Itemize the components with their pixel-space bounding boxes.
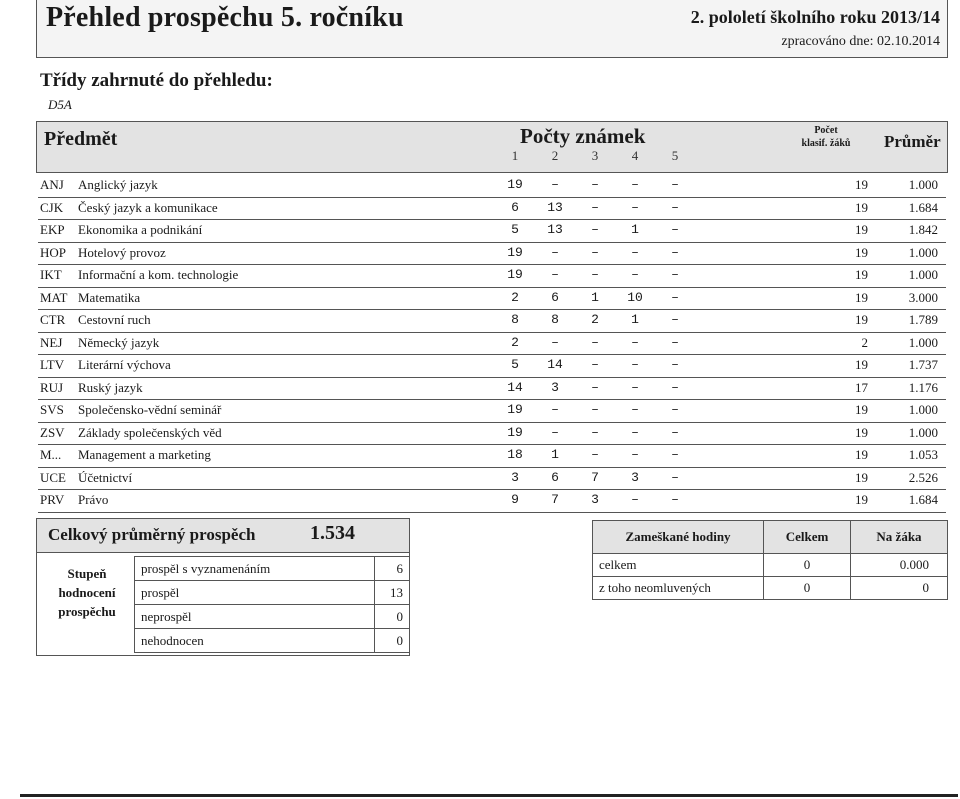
student-count-header <box>795 124 857 150</box>
grade-2-count: 3 <box>551 379 559 395</box>
grade-4-count: – <box>631 334 639 350</box>
grade-3-count: – <box>591 357 599 372</box>
grade-4-count: – <box>631 492 639 507</box>
student-count: 19 <box>855 447 868 462</box>
grade-4-count: – <box>631 447 639 462</box>
subject-average: 3.000 <box>908 289 938 305</box>
grade-5-count: – <box>671 177 679 192</box>
grade-2-count: 8 <box>551 312 559 327</box>
grade-5-count: – <box>671 402 679 417</box>
grade-3-count: 1 <box>591 289 599 305</box>
student-count: 19 <box>855 289 868 305</box>
grade-1-count: 2 <box>511 334 519 350</box>
subject-average: 2.526 <box>908 469 938 485</box>
grade-1-header: 1 <box>511 148 519 163</box>
grade-2-count: 13 <box>547 199 563 215</box>
grade-4-header: 4 <box>631 148 639 163</box>
subject-name: Hotelový provoz <box>78 244 166 260</box>
subject-name: Management a marketing <box>78 447 211 462</box>
grade-2-count: – <box>551 244 559 260</box>
subject-name: Matematika <box>78 289 141 305</box>
absence-header: Zameškané hodiny <box>593 521 764 554</box>
subject-average: 1.684 <box>908 199 938 215</box>
absence-per-student-header: Na žáka <box>851 521 948 554</box>
table-row <box>135 629 410 653</box>
grade-2-count: 1 <box>551 447 559 462</box>
subject-code: HOP <box>40 244 67 260</box>
subject-code: EKP <box>40 222 65 237</box>
subject-name: Cestovní ruch <box>78 312 151 327</box>
subject-average: 1.000 <box>908 177 938 192</box>
absence-total-header: Celkem <box>764 521 851 554</box>
grade-5-count: – <box>671 492 679 507</box>
classes-heading: Třídy zahrnuté do přehledu: <box>40 70 273 91</box>
table-row <box>593 577 948 600</box>
grade-5-count: – <box>671 312 679 327</box>
evaluation-item-label: neprospěl <box>135 605 375 629</box>
student-count: 19 <box>855 402 868 417</box>
subject-average: 1.684 <box>908 492 938 507</box>
student-count: 19 <box>855 469 868 485</box>
table-row <box>38 264 946 288</box>
subject-code: ZSV <box>40 424 65 440</box>
grade-1-count: 18 <box>507 447 523 462</box>
subject-name: Účetnictví <box>78 469 133 485</box>
absence-row-label: celkem <box>593 554 764 577</box>
table-row <box>135 605 410 629</box>
grade-3-count: – <box>591 177 599 192</box>
grade-1-count: 3 <box>511 469 519 485</box>
student-count: 19 <box>855 222 868 237</box>
table-row <box>38 377 946 401</box>
grade-3-count: 3 <box>591 492 599 507</box>
subject-average: 1.053 <box>908 447 938 462</box>
grade-5-count: – <box>671 447 679 462</box>
grade-5-count: – <box>671 267 679 282</box>
subject-average: 1.000 <box>908 244 938 260</box>
evaluation-item-value: 0 <box>375 629 410 653</box>
grade-3-count: – <box>591 379 599 395</box>
evaluation-item-label: prospěl <box>135 581 375 605</box>
grade-4-count: 1 <box>631 312 639 327</box>
grade-4-count: 3 <box>631 469 639 485</box>
student-count: 17 <box>855 379 868 395</box>
table-row <box>38 287 946 311</box>
subject-code: UCE <box>40 469 66 485</box>
overall-average-value: 1.534 <box>310 522 355 544</box>
grade-3-count: – <box>591 222 599 237</box>
grade-3-count: – <box>591 447 599 462</box>
absence-header-row <box>593 521 948 554</box>
student-count: 19 <box>855 424 868 440</box>
grade-2-count: 6 <box>551 289 559 305</box>
evaluation-item-label: prospěl s vyznamenáním <box>135 557 375 581</box>
subject-average: 1.000 <box>908 424 938 440</box>
grade-1-count: 19 <box>507 177 523 192</box>
table-row <box>38 467 946 491</box>
grade-5-count: – <box>671 244 679 260</box>
evaluation-label: Stupeň hodnocení prospěchu <box>58 566 116 619</box>
grade-5-count: – <box>671 199 679 215</box>
grade-3-count: – <box>591 267 599 282</box>
subject-name: Literární výchova <box>78 357 171 372</box>
grade-3-count: – <box>591 334 599 350</box>
absence-total-value: 0 <box>764 577 851 600</box>
evaluation-item-value: 13 <box>375 581 410 605</box>
page-title: Přehled prospěchu 5. ročníku <box>46 2 404 33</box>
student-count: 19 <box>855 244 868 260</box>
grade-5-count: – <box>671 469 679 485</box>
grade-2-count: – <box>551 177 559 192</box>
grade-1-count: 8 <box>511 312 519 327</box>
subject-name: Základy společenských věd <box>78 424 222 440</box>
table-row <box>38 242 946 266</box>
count-header-line2: klasif. žáků <box>801 138 851 149</box>
subject-average: 1.737 <box>908 357 938 372</box>
table-row <box>135 557 410 581</box>
student-count: 19 <box>855 267 868 282</box>
student-count: 19 <box>855 177 868 192</box>
grade-5-count: – <box>671 424 679 440</box>
grade-4-count: – <box>631 379 639 395</box>
grade-1-count: 19 <box>507 267 523 282</box>
table-row <box>38 444 946 468</box>
grade-5-count: – <box>671 289 679 305</box>
grade-counts-header: Počty známek <box>520 124 646 148</box>
subject-name: Ruský jazyk <box>78 379 143 395</box>
grade-1-count: 6 <box>511 199 519 215</box>
subject-name: Německý jazyk <box>78 334 160 350</box>
school-term: 2. pololetí školního roku 2013/14 <box>690 7 940 27</box>
grade-2-count: – <box>551 267 559 282</box>
subject-code: PRV <box>40 492 65 507</box>
absence-per-student-value: 0.000 <box>851 554 948 577</box>
subject-code: M... <box>40 447 62 462</box>
subject-name: Český jazyk a komunikace <box>78 199 218 215</box>
grade-2-count: 7 <box>551 492 559 507</box>
grade-1-count: 9 <box>511 492 519 507</box>
table-row <box>38 399 946 423</box>
grade-2-count: – <box>551 402 559 417</box>
processed-date: zpracováno dne: 02.10.2014 <box>781 34 940 49</box>
subject-average: 1.000 <box>908 402 938 417</box>
table-row <box>38 197 946 221</box>
student-count: 19 <box>855 312 868 327</box>
grade-1-count: 5 <box>511 222 519 237</box>
grade-2-count: – <box>551 424 559 440</box>
subject-average: 1.176 <box>908 379 938 395</box>
subject-average: 1.000 <box>908 267 938 282</box>
grade-5-count: – <box>671 334 679 350</box>
subject-code: ANJ <box>40 177 64 192</box>
student-count: 19 <box>855 357 868 372</box>
absence-per-student-value: 0 <box>851 577 948 600</box>
grade-5-count: – <box>671 222 679 237</box>
table-row <box>593 554 948 577</box>
absence-row-label: z toho neomluvených <box>593 577 764 600</box>
grade-1-count: 14 <box>507 379 523 395</box>
subject-column-header: Předmět <box>44 128 118 150</box>
grade-2-header: 2 <box>551 148 559 163</box>
average-column-header: Průměr <box>884 132 941 151</box>
evaluation-table <box>134 556 410 653</box>
subject-code: IKT <box>40 267 62 282</box>
grade-4-count: – <box>631 177 639 192</box>
table-row <box>135 581 410 605</box>
grade-5-header: 5 <box>671 148 679 163</box>
subject-name: Právo <box>78 492 109 507</box>
student-count: 2 <box>861 334 868 350</box>
grade-4-count: 10 <box>627 289 643 305</box>
table-row <box>38 174 946 198</box>
grade-4-count: – <box>631 244 639 260</box>
grade-3-header: 3 <box>591 148 599 163</box>
student-count: 19 <box>855 199 868 215</box>
grade-4-count: – <box>631 267 639 282</box>
evaluation-item-label: nehodnocen <box>135 629 375 653</box>
subject-average: 1.842 <box>908 222 938 237</box>
absence-table <box>592 520 948 600</box>
table-row <box>38 354 946 378</box>
grade-3-count: – <box>591 402 599 417</box>
grade-5-count: – <box>671 379 679 395</box>
class-item: D5A <box>48 97 72 112</box>
subject-code: CJK <box>40 199 64 215</box>
grade-4-count: 1 <box>631 222 639 237</box>
subject-code: MAT <box>40 289 68 305</box>
grade-4-count: – <box>631 402 639 417</box>
table-row <box>38 332 946 356</box>
count-header-line1: Počet <box>814 125 838 136</box>
subject-code: NEJ <box>40 334 63 350</box>
subject-code: LTV <box>40 357 65 372</box>
table-row <box>38 422 946 446</box>
student-count: 19 <box>855 492 868 507</box>
absence-total-value: 0 <box>764 554 851 577</box>
table-row <box>38 309 946 333</box>
overall-average-label: Celkový průměrný prospěch <box>48 525 256 544</box>
grade-3-count: 2 <box>591 312 599 327</box>
grade-4-count: – <box>631 199 639 215</box>
grade-1-count: 5 <box>511 357 519 372</box>
grade-1-count: 19 <box>507 402 523 417</box>
subject-code: CTR <box>40 312 66 327</box>
grade-3-count: – <box>591 244 599 260</box>
subject-average: 1.789 <box>908 312 938 327</box>
table-row <box>38 489 946 513</box>
grade-1-count: 19 <box>507 244 523 260</box>
grade-2-count: 13 <box>547 222 563 237</box>
grade-3-count: – <box>591 199 599 215</box>
grade-2-count: – <box>551 334 559 350</box>
table-row <box>38 219 946 243</box>
grade-3-count: 7 <box>591 469 599 485</box>
subject-name: Anglický jazyk <box>78 177 158 192</box>
grade-2-count: 14 <box>547 357 563 372</box>
subject-name: Ekonomika a podnikání <box>78 222 203 237</box>
evaluation-item-value: 6 <box>375 557 410 581</box>
subject-name: Informační a kom. technologie <box>78 267 239 282</box>
grade-5-count: – <box>671 357 679 372</box>
grade-4-count: – <box>631 424 639 440</box>
subject-code: RUJ <box>40 379 64 395</box>
subject-name: Společensko-vědní seminář <box>78 402 222 417</box>
subject-average: 1.000 <box>908 334 938 350</box>
bottom-divider <box>20 794 958 797</box>
grade-2-count: 6 <box>551 469 559 485</box>
grade-3-count: – <box>591 424 599 440</box>
subject-code: SVS <box>40 402 64 417</box>
grade-1-count: 2 <box>511 289 519 305</box>
evaluation-item-value: 0 <box>375 605 410 629</box>
grade-1-count: 19 <box>507 424 523 440</box>
grade-4-count: – <box>631 357 639 372</box>
